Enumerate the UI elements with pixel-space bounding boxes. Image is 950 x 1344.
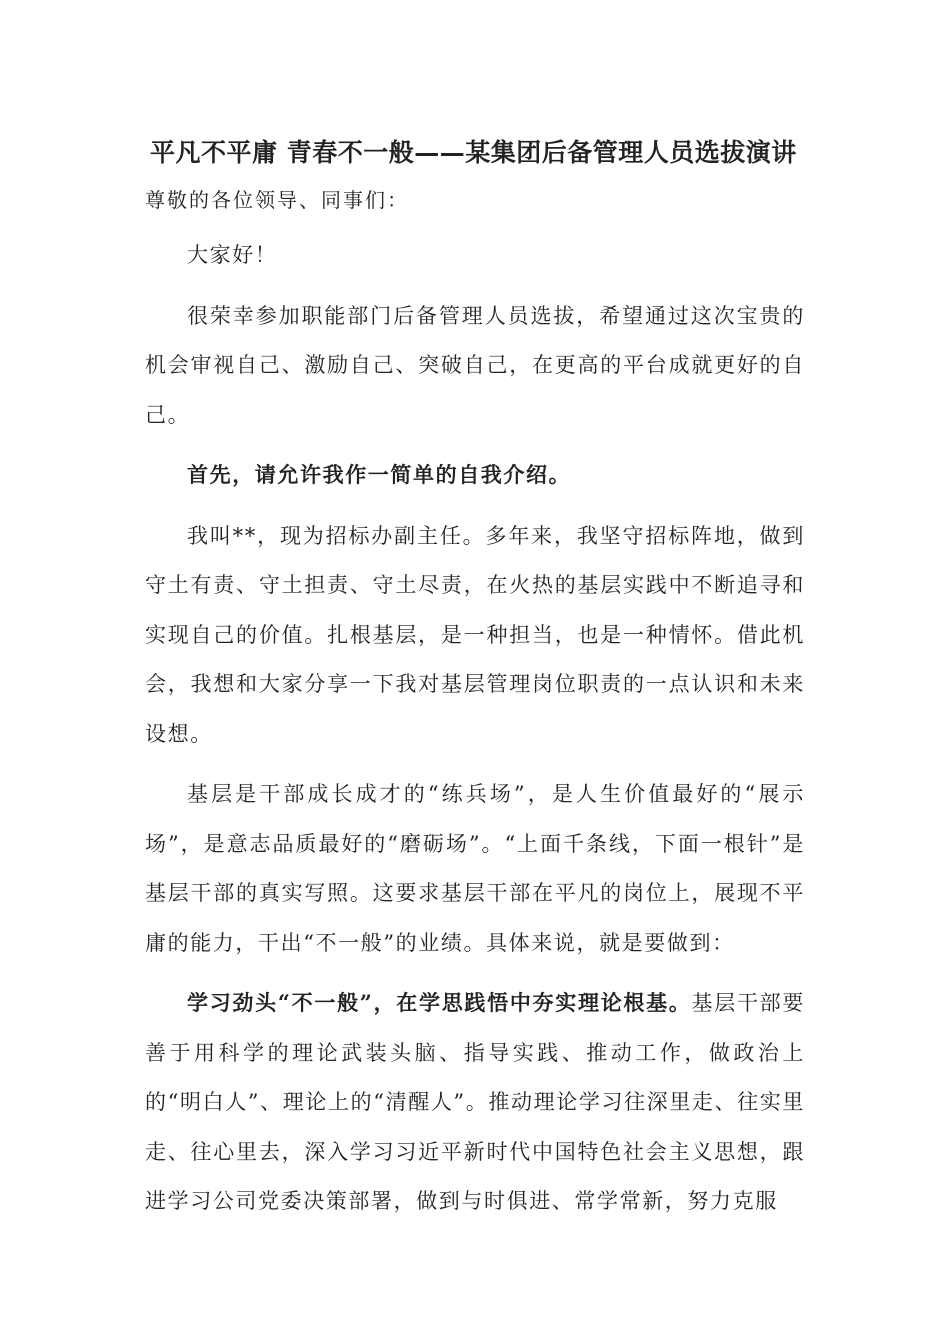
salutation: 尊敬的各位领导、同事们： xyxy=(145,188,409,212)
paragraph-self-intro-heading xyxy=(145,450,805,501)
document-title: 平凡不平庸 青春不一般——某集团后备管理人员选拔演讲 xyxy=(150,138,797,167)
paragraph-text: 很荣幸参加职能部门后备管理人员选拔，希望通过这次宝贵的机会审视自己、激励自己、突破自己，在更高的平台成就更好的自己。 xyxy=(145,303,805,427)
document-body xyxy=(145,180,805,1227)
paragraph-greeting xyxy=(145,230,805,281)
paragraph-grassroots xyxy=(145,769,805,968)
paragraph-intro xyxy=(145,291,805,441)
paragraph-text: 基层是干部成长成才的“练兵场”，是人生价值最好的“展示场”，是意志品质最好的“磨砺场”。“上面千条线，下面一根针”是基层干部的真实写照。这要求基层干部在平凡的岗位上，展现不平庸的能力，干出“不一般”的业绩。具体来说，就是要做到： xyxy=(145,782,805,955)
paragraph-bold-lead: 首先，请允许我作一简单的自我介绍。 xyxy=(187,462,572,487)
paragraph-bold-lead: 学习劲头“不一般”，在学思践悟中夯实理论根基。 xyxy=(187,990,692,1015)
paragraph-text: 我叫**，现为招标办副主任。多年来，我坚守招标阵地，做到守土有责、守土担责、守土尽责，在火热的基层实践中不断追寻和实现自己的价值。扎根基层，是一种担当，也是一种情怀。借此机会，我想和大家分享一下我对基层管理岗位职责的一点认识和未来设想。 xyxy=(145,523,805,746)
paragraph-self-intro xyxy=(145,511,805,760)
paragraph-learning xyxy=(145,978,805,1227)
paragraph-text: 大家好！ xyxy=(187,243,278,267)
paragraph-text: 基层干部要善于用科学的理论武装头脑、指导实践、推动工作，做政治上的“明白人”、理论上的“清醒人”。推动理论学习往深里走、往实里走、往心里去，深入学习习近平新时代中国特色社会主义思想，跟进学习公司党委决策部署，做到与时俱进、常学常新，努力克服 xyxy=(145,991,805,1213)
